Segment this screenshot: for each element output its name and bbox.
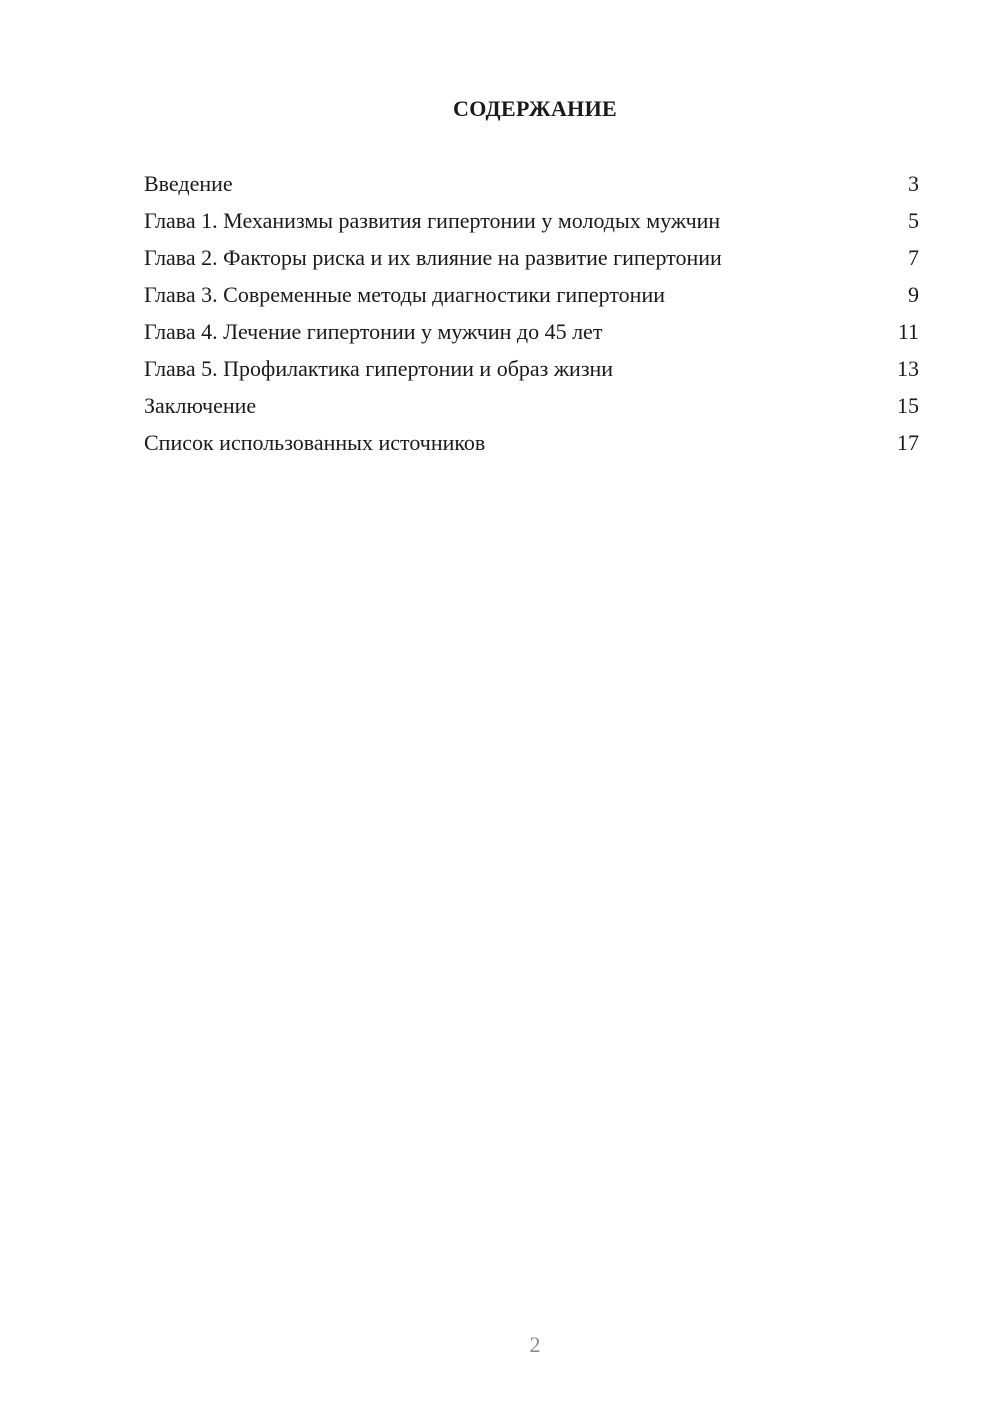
toc-entry-page: 13 xyxy=(897,356,919,381)
toc-entry-chapter-2 xyxy=(144,243,919,280)
toc-entry-page: 11 xyxy=(897,319,919,344)
toc-entry-label: Глава 2. Факторы риска и их влияние на развитие гипертонии xyxy=(144,245,722,270)
toc-entry-introduction xyxy=(144,169,919,206)
toc-entry-page: 7 xyxy=(908,245,919,270)
toc-entry-page: 15 xyxy=(897,393,919,418)
toc-entry-chapter-3 xyxy=(144,280,919,317)
toc-entry-label: Глава 5. Профилактика гипертонии и образ жизни xyxy=(144,356,614,381)
toc-entry-chapter-1 xyxy=(144,206,919,243)
toc-entry-page: 5 xyxy=(908,208,919,233)
toc-entry-label: Глава 1. Механизмы развития гипертонии у молодых мужчин xyxy=(144,208,721,233)
toc-entry-page: 3 xyxy=(908,171,919,196)
toc-entry-conclusion xyxy=(144,391,919,428)
page-number: 2 xyxy=(529,1332,541,1357)
toc-entry-page: 17 xyxy=(897,430,919,455)
toc-entry-label: Список использованных источников xyxy=(144,430,486,455)
toc-entry-page: 9 xyxy=(908,282,919,307)
toc-entry-chapter-5 xyxy=(144,354,919,391)
toc-title: СОДЕРЖАНИЕ xyxy=(453,96,617,121)
table-of-contents xyxy=(144,169,919,465)
toc-entry-label: Введение xyxy=(144,171,233,196)
toc-entry-label: Глава 4. Лечение гипертонии у мужчин до 45 лет xyxy=(144,319,603,344)
toc-entry-references xyxy=(144,428,919,465)
toc-entry-chapter-4 xyxy=(144,317,919,354)
toc-entry-label: Заключение xyxy=(144,393,257,418)
toc-entry-label: Глава 3. Современные методы диагностики гипертонии xyxy=(144,282,666,307)
